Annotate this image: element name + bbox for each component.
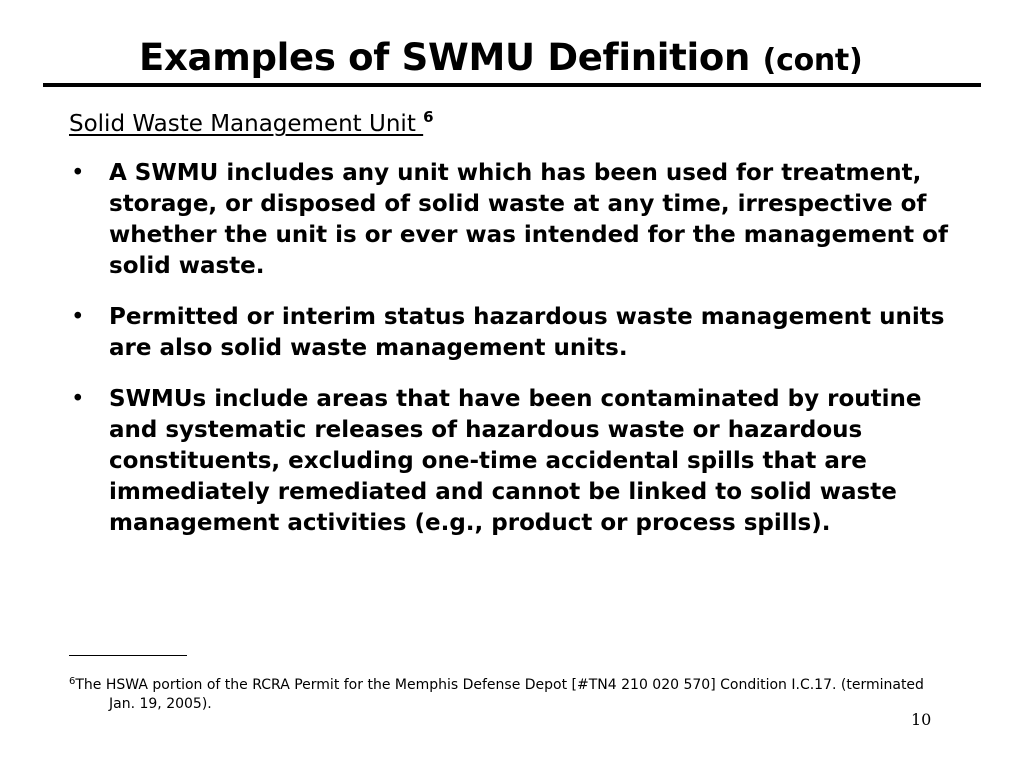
bullet-item xyxy=(69,158,954,282)
bullet-list xyxy=(69,158,954,559)
bullet-item xyxy=(69,384,954,539)
section-heading xyxy=(69,110,434,138)
slide-title-main: Examples of SWMU Definition xyxy=(139,36,751,79)
bullet-icon: • xyxy=(71,160,85,186)
footnote-text: The HSWA portion of the RCRA Permit for the Memphis Defense Depot [#TN4 210 020 570] Condition I.C.17. (terminated Jan. 19, 2005). xyxy=(75,677,924,712)
bullet-item xyxy=(69,302,954,364)
bullet-text: Permitted or interim status hazardous waste management units are also solid waste management units. xyxy=(109,304,945,361)
bullet-text: SWMUs include areas that have been contaminated by routine and systematic releases of hazardous waste or hazardous constituents, excluding one-time accidental spills that are immediately remediated and cannot be linked to solid waste management activities (e.g., product or process spills). xyxy=(109,386,922,536)
footnote-divider xyxy=(69,655,187,656)
section-heading-text: Solid Waste Management Unit xyxy=(69,111,424,137)
bullet-icon: • xyxy=(71,304,85,330)
page-number: 10 xyxy=(911,710,932,729)
slide-title xyxy=(139,36,862,83)
slide-title-suffix: (cont) xyxy=(762,43,863,78)
footnote-reference: 6 xyxy=(423,108,434,126)
footnote-marker: 6 xyxy=(69,676,76,687)
title-divider xyxy=(43,83,981,87)
bullet-icon: • xyxy=(71,386,85,412)
bullet-text: A SWMU includes any unit which has been used for treatment, storage, or disposed of solid waste at any time, irrespective of whether the unit is or ever was intended for the management of solid waste. xyxy=(109,160,948,279)
footnote xyxy=(69,676,939,714)
